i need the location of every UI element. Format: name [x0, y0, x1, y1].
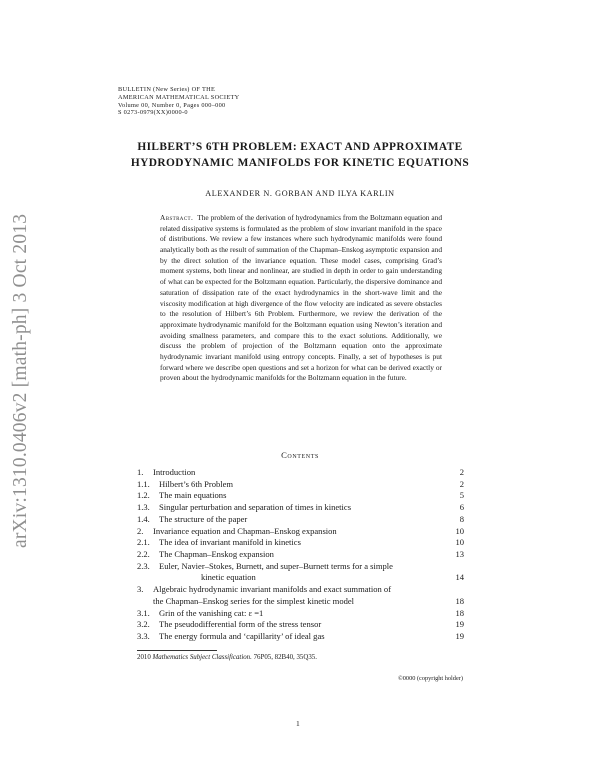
toc-entry-page: 14 [455, 572, 464, 583]
toc-entry-page: 2 [459, 467, 464, 477]
toc-entry[interactable] [137, 537, 464, 549]
toc-entry-number: 3.3. [137, 630, 150, 641]
toc-entry-title [153, 526, 440, 538]
journal-header [118, 86, 239, 117]
toc-entry-number: 3.1. [137, 607, 150, 618]
toc-entry-title [159, 608, 440, 620]
toc-entry-page: 19 [455, 619, 464, 630]
paper-title [100, 140, 500, 171]
toc-entry-number: 1.4. [137, 513, 150, 524]
toc-entry-title-line: the Chapman–Enskog series for the simplest kinetic model [153, 595, 355, 606]
toc-entry-number: 3.2. [137, 619, 150, 630]
journal-line: AMERICAN MATHEMATICAL SOCIETY [118, 93, 240, 101]
toc-entry-title [159, 619, 440, 631]
toc-entry-title [153, 467, 440, 479]
toc-entry-title [159, 514, 440, 526]
toc-entry-title-line: kinetic equation [201, 572, 256, 583]
toc-entry-page: 10 [455, 537, 464, 548]
toc-entry[interactable] [137, 619, 464, 631]
toc-entry[interactable] [137, 608, 464, 620]
toc-entry-title [159, 537, 440, 549]
toc-entry-number: 3. [137, 584, 144, 595]
page-number: 1 [296, 719, 300, 728]
toc-entry-page: 6 [459, 502, 464, 513]
toc-entry-title [159, 502, 440, 514]
msc-codes: 76P05, 82B40, 35Q35. [253, 654, 317, 661]
toc-entry-number: 1.2. [137, 490, 150, 501]
toc-entry-title-line: Hilbert’s 6th Problem [159, 478, 234, 489]
toc-entry[interactable] [137, 502, 464, 514]
toc-entry[interactable] [137, 479, 464, 491]
toc-entry-page: 10 [455, 525, 464, 536]
arxiv-identifier: arXiv:1310.0406v2 [math-ph] 3 Oct 2013 [10, 213, 31, 548]
toc-entry-title [159, 561, 440, 584]
toc-entry[interactable] [137, 490, 464, 502]
toc-entry[interactable] [137, 631, 464, 643]
toc-entry-title [159, 479, 440, 491]
toc-entry[interactable] [137, 584, 464, 607]
toc-entry[interactable] [137, 514, 464, 526]
toc-entry-title [153, 584, 440, 607]
copyright-notice: ©0000 (copyright holder) [398, 675, 463, 682]
toc-entry-page: 19 [455, 630, 464, 641]
toc-entry-title-line: Singular perturbation and separation of times in kinetics [159, 502, 352, 513]
title-line: HYDRODYNAMIC MANIFOLDS FOR KINETIC EQUATIONS [130, 156, 470, 169]
abstract-text: The problem of the derivation of hydrodynamics from the Boltzmann equation and related dissipative systems is formulated as the problem of slow invariant manifold in the space of distributions. We review a few instances where such hydrodynamic manifolds were found analytically both as the result of summation of the Chapman–Enskog asymptotic expansion and by the direct solution of the invariance equation. These model cases, comprising Grad’s moment systems, both linear and nonlinear, are studied in depth in order to gain understanding of what can be expected for the Boltzmann equation. Particularly, the dispersive dominance and saturation of dissipation rate of the exact hydrodynamics in the short-wave limit and the viscosity modification at high divergence of the flow velocity are indicated as severe obstacles to the resolution of Hilbert’s 6th Problem. Furthermore, we review the derivation of the approximate hydrodynamic manifold for the Boltzmann equation using Newton’s iteration and avoiding smallness parameters, and compare this to the exact solutions. Additionally, we discuss the problem of projection of the Boltzmann equation onto the approximate hydrodynamic invariant manifold using entropy concepts. Finally, a set of hypotheses is put forward where we describe open questions and set a horizon for what can be derived exactly or proven about the hydrodynamic manifolds for the Boltzmann equation in the future. [160, 213, 442, 383]
toc-entry[interactable] [137, 526, 464, 538]
toc-entry-number: 2.1. [137, 537, 150, 548]
subject-classification [137, 654, 317, 661]
toc-entry[interactable] [137, 561, 464, 584]
toc-entry-title-line: The structure of the paper [159, 513, 248, 524]
toc-entry-title-line: The idea of invariant manifold in kinetics [159, 537, 301, 548]
toc-entry-title [159, 631, 440, 643]
toc-entry-number: 2.2. [137, 549, 150, 560]
toc-entry-title [159, 490, 440, 502]
toc-entry-page: 5 [459, 490, 464, 501]
title-line: HILBERT’S 6TH PROBLEM: EXACT AND APPROXIMATE [137, 141, 463, 153]
toc-entry-title-line: The energy formula and ‘capillarity’ of ideal gas [159, 630, 325, 641]
toc-entry-title-line: Algebraic hydrodynamic invariant manifolds and exact summation of [153, 584, 392, 595]
toc-entry[interactable] [137, 549, 464, 561]
toc-entry-number: 2. [137, 525, 144, 536]
journal-line: Volume 00, Number 0, Pages 000–000 [118, 101, 226, 109]
toc-entry-title-line: Grin of the vanishing cat: ε =1 [159, 607, 264, 618]
toc-entry-page: 8 [459, 513, 464, 524]
toc-entry-page: 13 [455, 549, 464, 560]
toc-entry-page: 2 [459, 478, 464, 489]
toc-entry-number: 1.3. [137, 502, 150, 513]
abstract [160, 213, 442, 384]
toc-entry-page: 18 [455, 607, 464, 618]
journal-line: S 0273-0979(XX)0000-0 [118, 109, 188, 117]
toc-entry-number: 2.3. [137, 560, 150, 571]
toc-entry-title-line: Introduction [153, 467, 196, 477]
toc-entry-title-line: The Chapman–Enskog expansion [159, 549, 274, 560]
table-of-contents [137, 467, 464, 643]
abstract-heading: Abstract. [160, 213, 194, 222]
toc-entry-title-line: The main equations [159, 490, 227, 501]
toc-entry-title-line: Euler, Navier–Stokes, Burnett, and super–Burnett terms for a simple [159, 560, 393, 571]
toc-entry-number: 1.1. [137, 478, 150, 489]
footnote-rule [137, 650, 217, 651]
contents-heading: Contents [281, 450, 319, 460]
toc-entry-page: 18 [455, 595, 464, 606]
toc-entry-title-line: Invariance equation and Chapman–Enskog expansion [153, 525, 337, 536]
msc-year: 2010 [137, 654, 151, 661]
toc-entry-title [159, 549, 440, 561]
journal-line: BULLETIN (New Series) OF THE [118, 86, 216, 93]
msc-label: Mathematics Subject Classification. [152, 654, 252, 661]
toc-entry-title-line: The pseudodifferential form of the stress tensor [159, 619, 322, 630]
toc-entry[interactable] [137, 467, 464, 479]
authors: ALEXANDER N. GORBAN AND ILYA KARLIN [205, 189, 395, 198]
toc-entry-number: 1. [137, 467, 144, 477]
